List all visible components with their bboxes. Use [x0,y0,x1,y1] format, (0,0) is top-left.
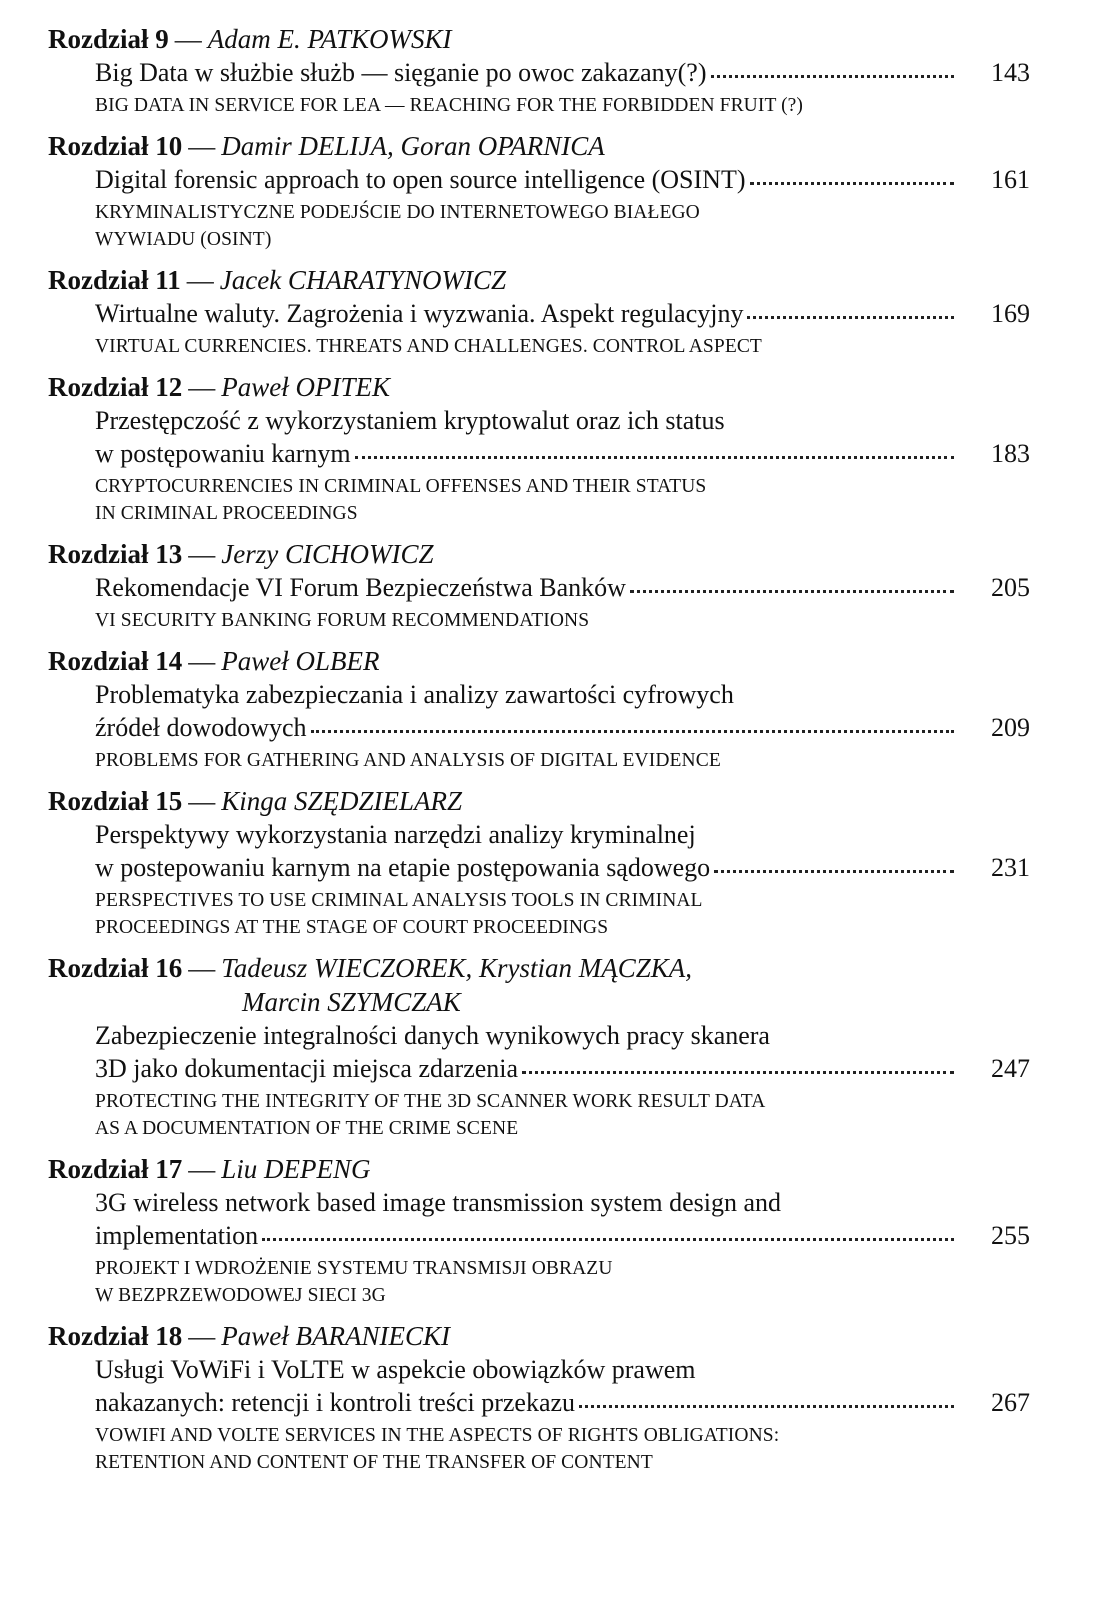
translation-line: VIRTUAL CURRENCIES. THREATS AND CHALLENGES. CONTROL ASPECT [95,336,762,357]
toc-entry [0,951,1094,1142]
dot-leader [522,1070,954,1074]
dot-leader [630,589,954,593]
page-number: 169 [991,299,1030,328]
chapter-title [95,404,1030,470]
chapter-heading [48,537,1094,571]
em-dash: — [174,24,202,54]
chapter-heading [48,644,1094,678]
translation-line: PROBLEMS FOR GATHERING AND ANALYSIS OF DIGITAL EVIDENCE [95,750,721,771]
toc-entry [0,784,1094,941]
chapter-title-line: implementation [95,1221,259,1250]
translation-line: VOWIFI AND VOLTE SERVICES IN THE ASPECTS OF RIGHTS OBLIGATIONS: [95,1425,780,1446]
dot-leader [579,1404,954,1408]
chapter-title-last-line [95,56,1030,89]
chapter-title-last-line [95,851,1030,884]
chapter-translation [95,1088,955,1142]
chapter-title-line: Usługi VoWiFi i VoLTE w aspekcie obowiązków prawem [95,1355,696,1384]
page-number: 161 [991,165,1030,194]
dot-leader [262,1237,954,1241]
em-dash: — [188,953,216,983]
chapter-heading [48,1319,1094,1353]
chapter-title [95,818,1030,884]
chapter-authors: Adam E. PATKOWSKI [207,24,452,54]
chapter-authors: Tadeusz WIECZOREK, Krystian MĄCZKA, [221,953,693,983]
translation-line: KRYMINALISTYCZNE PODEJŚCIE DO INTERNETOWEGO BIAŁEGO [95,202,700,223]
page-number: 267 [991,1388,1030,1417]
chapter-authors: Paweł OPITEK [221,372,390,402]
chapter-title-last-line [95,711,1030,744]
chapter-translation [95,333,955,360]
chapter-heading [48,370,1094,404]
toc-entry [0,644,1094,774]
toc-entry [0,129,1094,253]
em-dash: — [186,265,214,295]
toc-entry [0,537,1094,634]
chapter-authors: Damir DELIJA, Goran OPARNICA [221,131,605,161]
chapter-title-last-line [95,1386,1030,1419]
em-dash: — [188,646,216,676]
chapter-title [95,1186,1030,1252]
chapter-heading [48,784,1094,818]
chapter-label: Rozdział 12 [48,372,183,402]
chapter-title-last-line [95,1052,1030,1085]
translation-line: CRYPTOCURRENCIES IN CRIMINAL OFFENSES AND THEIR STATUS [95,476,707,497]
dot-leader [311,729,954,733]
dot-leader [714,869,954,873]
chapter-translation [95,1255,955,1309]
chapter-title-last-line [95,297,1030,330]
chapter-authors: Kinga SZĘDZIELARZ [221,786,463,816]
em-dash: — [188,539,216,569]
chapter-title-line: Big Data w służbie służb — sięganie po owoc zakazany(?) [95,58,707,87]
chapter-authors: Jacek CHARATYNOWICZ [219,265,506,295]
page-number: 205 [991,573,1030,602]
chapter-authors: Paweł OLBER [221,646,380,676]
em-dash: — [188,372,216,402]
chapter-title [95,163,1030,196]
chapter-title-last-line [95,163,1030,196]
dot-leader [355,455,954,459]
chapter-label: Rozdział 9 [48,24,169,54]
chapter-heading [48,1152,1094,1186]
chapter-title-last-line [95,571,1030,604]
chapter-authors: Paweł BARANIECKI [221,1321,450,1351]
page-number: 247 [991,1054,1030,1083]
chapter-heading [48,951,1094,1019]
em-dash: — [188,1321,216,1351]
chapter-heading [48,263,1094,297]
chapter-title-line: Wirtualne waluty. Zagrożenia i wyzwania. Aspekt regulacyjny [95,299,744,328]
translation-line: PROTECTING THE INTEGRITY OF THE 3D SCANNER WORK RESULT DATA [95,1091,766,1112]
page-number: 143 [991,58,1030,87]
chapter-authors: Liu DEPENG [221,1154,371,1184]
chapter-translation [95,92,955,119]
chapter-translation [95,473,955,527]
dot-leader [747,315,954,319]
em-dash: — [188,131,216,161]
chapter-label: Rozdział 18 [48,1321,183,1351]
chapter-title-line: Perspektywy wykorzystania narzędzi analizy kryminalnej [95,820,696,849]
chapter-translation [95,747,955,774]
chapter-translation [95,607,955,634]
translation-line: PROCEEDINGS AT THE STAGE OF COURT PROCEEDINGS [95,917,609,938]
translation-line: IN CRIMINAL PROCEEDINGS [95,503,358,524]
chapter-title-line: Przestępczość z wykorzystaniem kryptowalut oraz ich status [95,406,725,435]
dot-leader [711,74,954,78]
chapter-authors: Jerzy CICHOWICZ [221,539,434,569]
chapter-title-line: Zabezpieczenie integralności danych wynikowych pracy skanera [95,1021,770,1050]
chapter-title-line: 3G wireless network based image transmission system design and [95,1188,781,1217]
chapter-title-last-line [95,437,1030,470]
translation-line: PERSPECTIVES TO USE CRIMINAL ANALYSIS TOOLS IN CRIMINAL [95,890,703,911]
chapter-title [95,678,1030,744]
chapter-title-line: nakazanych: retencji i kontroli treści przekazu [95,1388,576,1417]
chapter-title-line: 3D jako dokumentacji miejsca zdarzenia [95,1054,519,1083]
toc-entry [0,263,1094,360]
chapter-title [95,1019,1030,1085]
page-number: 255 [991,1221,1030,1250]
chapter-heading [48,129,1094,163]
chapter-title-line: Digital forensic approach to open source intelligence (OSINT) [95,165,746,194]
translation-line: VI SECURITY BANKING FORUM RECOMMENDATIONS [95,610,590,631]
chapter-label: Rozdział 14 [48,646,183,676]
chapter-label: Rozdział 11 [48,265,181,295]
translation-line: WYWIADU (OSINT) [95,229,272,250]
translation-line: W BEZPRZEWODOWEJ SIECI 3G [95,1285,386,1306]
toc-entry [0,1319,1094,1476]
translation-line: BIG DATA IN SERVICE FOR LEA — REACHING FOR THE FORBIDDEN FRUIT (?) [95,95,804,116]
toc-entry [0,370,1094,527]
toc-entry [0,22,1094,119]
chapter-title-last-line [95,1219,1030,1252]
chapter-title [95,571,1030,604]
translation-line: PROJEKT I WDROŻENIE SYSTEMU TRANSMISJI OBRAZU [95,1258,613,1279]
page-number: 231 [991,853,1030,882]
chapter-title-line: w postepowaniu karnym na etapie postępowania sądowego [95,853,711,882]
chapter-title-line: Rekomendacje VI Forum Bezpieczeństwa Banków [95,573,626,602]
dot-leader [750,181,955,185]
toc-entry [0,1152,1094,1309]
chapter-translation [95,199,955,253]
chapter-title-line: Problematyka zabezpieczania i analizy zawartości cyfrowych [95,680,734,709]
translation-line: AS A DOCUMENTATION OF THE CRIME SCENE [95,1118,519,1139]
chapter-label: Rozdział 16 [48,953,183,983]
chapter-label: Rozdział 17 [48,1154,183,1184]
em-dash: — [188,1154,216,1184]
page-number: 183 [991,439,1030,468]
chapter-heading [48,22,1094,56]
em-dash: — [188,786,216,816]
chapter-title-line: w postępowaniu karnym [95,439,351,468]
chapter-title [95,297,1030,330]
chapter-label: Rozdział 15 [48,786,183,816]
page-number: 209 [991,713,1030,742]
chapter-translation [95,887,955,941]
chapter-title [95,1353,1030,1419]
chapter-translation [95,1422,955,1476]
translation-line: RETENTION AND CONTENT OF THE TRANSFER OF CONTENT [95,1452,653,1473]
chapter-title-line: źródeł dowodowych [95,713,307,742]
chapter-title [95,56,1030,89]
chapter-label: Rozdział 10 [48,131,183,161]
chapter-label: Rozdział 13 [48,539,183,569]
chapter-authors: Marcin SZYMCZAK [242,987,461,1017]
